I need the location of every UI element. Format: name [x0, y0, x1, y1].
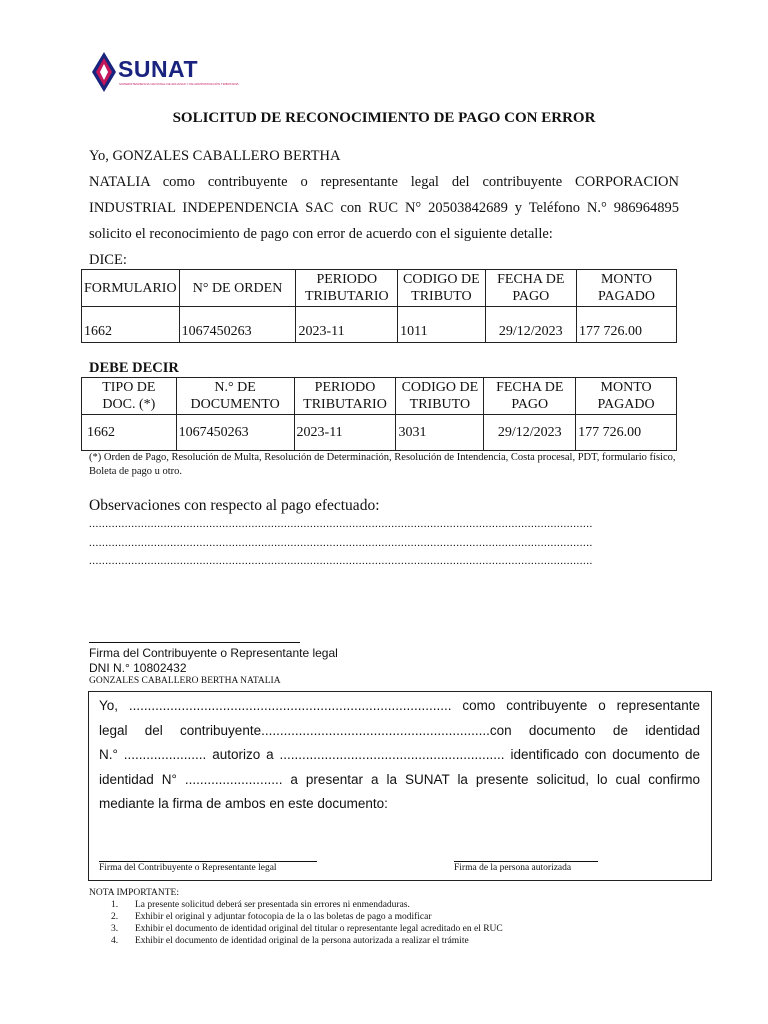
signer-name: GONZALES CABALLERO BERTHA NATALIA — [89, 676, 281, 686]
authorization-text — [99, 694, 700, 817]
nota-title: NOTA IMPORTANTE: — [89, 888, 180, 898]
authorization-line: legal del contribuyente.............................................................con documento de identidad — [99, 722, 700, 738]
signature-label: Firma del Contribuyente o Representante legal — [89, 646, 338, 660]
table-cell: 1662 — [82, 415, 177, 451]
observaciones-line[interactable]: ........................................................................................................................................................... — [89, 518, 593, 530]
list-text: Exhibir el documento de identidad original de la persona autorizada a realizar el trámite — [135, 936, 469, 946]
authorization-box — [88, 691, 712, 881]
authorization-line: identidad N° .......................... a presentar a la SUNAT la presente solicitud, lo cual confirmo — [99, 771, 700, 787]
dice-table — [81, 269, 677, 343]
header-cell: TIPO DE DOC. (*) — [82, 378, 177, 415]
list-text: Exhibir el original y adjuntar fotocopia de la o las boletas de pago a modificar — [135, 912, 432, 922]
table-cell: 177 726.00 — [576, 307, 676, 343]
list-number: 2. — [111, 912, 119, 922]
table-cell: 1662 — [82, 307, 180, 343]
nota-importante — [89, 887, 503, 947]
logo-text: SUNAT — [118, 56, 199, 82]
table-cell: 29/12/2023 — [484, 415, 576, 451]
debe-decir-label: DEBE DECIR — [89, 360, 179, 376]
authorized-signature-line[interactable]: Firma de la persona autorizada — [454, 861, 598, 873]
header-cell: PERIODO TRIBUTARIO — [294, 378, 396, 415]
header-cell: FECHA DE PAGO — [484, 378, 576, 415]
header-cell: PERIODO TRIBUTARIO — [296, 270, 398, 307]
list-number: 3. — [111, 924, 119, 934]
sunat-diamond-icon — [90, 52, 118, 92]
table-cell: 29/12/2023 — [485, 307, 576, 343]
header-cell: CODIGO DE TRIBUTO — [396, 378, 484, 415]
logo-subtitle: SUPERINTENDENCIA NACIONAL DE ADUANAS Y DE ADMINISTRACIÓN TRIBUTARIA — [119, 82, 239, 86]
table-cell: 3031 — [396, 415, 484, 451]
signature-line[interactable] — [89, 642, 300, 643]
observaciones-title: Observaciones con respecto al pago efectuado: — [89, 497, 380, 514]
intro-paragraph — [89, 143, 679, 247]
dni-label: DNI N.° 10802432 — [89, 661, 187, 675]
header-cell: FORMULARIO — [82, 270, 180, 307]
table-cell: 2023-11 — [294, 415, 396, 451]
table-cell: 2023-11 — [296, 307, 398, 343]
header-cell: N° DE ORDEN — [179, 270, 296, 307]
list-item — [111, 923, 503, 935]
table-cell: 1011 — [398, 307, 485, 343]
list-item — [111, 911, 503, 923]
debe-decir-table — [81, 377, 677, 451]
dice-label: DICE: — [89, 252, 127, 268]
list-number: 1. — [111, 900, 119, 910]
intro-line: solicito el reconocimiento de pago con error de acuerdo con el siguiente detalle: — [89, 226, 553, 242]
header-cell: CODIGO DE TRIBUTO — [398, 270, 485, 307]
list-number: 4. — [111, 936, 119, 946]
header-cell: MONTO PAGADO — [576, 270, 676, 307]
observaciones-line[interactable]: ........................................................................................................................................................... — [89, 537, 593, 549]
intro-line: NATALIA como contribuyente o representante legal del contribuyente CORPORACION — [89, 174, 679, 190]
header-cell: MONTO PAGADO — [576, 378, 677, 415]
table-cell: 1067450263 — [179, 307, 296, 343]
list-item — [111, 899, 503, 911]
sunat-logo — [90, 52, 239, 92]
table-cell: 177 726.00 — [576, 415, 677, 451]
table-cell: 1067450263 — [176, 415, 294, 451]
list-text: La presente solicitud deberá ser presentada sin errores ni enmendaduras. — [135, 900, 410, 910]
intro-line: Yo, GONZALES CABALLERO BERTHA — [89, 148, 341, 164]
footnote: (*) Orden de Pago, Resolución de Multa, Resolución de Determinación, Resolución de Intendencia, Costa procesal, PDT, formulario físico, Boleta de pago u otro. — [89, 452, 676, 477]
authorization-line: N.° ...................... autorizo a ............................................................ identificado con documento de — [99, 747, 700, 762]
authorization-line: mediante la firma de ambos en este documento: — [99, 796, 388, 811]
observaciones-line[interactable]: ........................................................................................................................................................... — [89, 555, 593, 567]
document-title: SOLICITUD DE RECONOCIMIENTO DE PAGO CON ERROR — [172, 110, 596, 126]
header-cell: FECHA DE PAGO — [485, 270, 576, 307]
header-cell: N.° DE DOCUMENTO — [176, 378, 294, 415]
intro-line: INDUSTRIAL INDEPENDENCIA SAC con RUC N° 20503842689 y Teléfono N.° 986964895 — [89, 200, 679, 216]
authorization-line: Yo, ...................................................................................... como contribuyente o representante — [99, 698, 700, 713]
contributor-signature-line[interactable]: Firma del Contribuyente o Representante legal — [99, 861, 317, 873]
list-item — [111, 935, 503, 947]
list-text: Exhibir el documento de identidad original del titular o representante legal acreditado en el RUC — [135, 924, 503, 934]
